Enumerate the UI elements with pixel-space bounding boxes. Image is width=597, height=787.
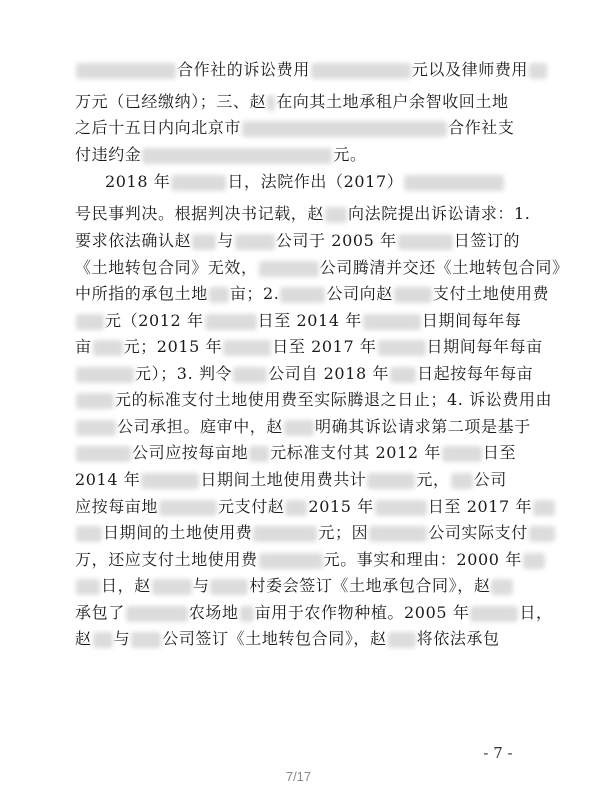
text-line — [75, 390, 553, 410]
text-segment: 要求依法确认赵 — [75, 231, 192, 250]
text-segment: 日，赵 — [101, 576, 151, 595]
text-segment: 亩；2. — [229, 284, 280, 303]
text-segment: 2014 年 — [75, 470, 141, 489]
text-line — [75, 258, 569, 278]
redaction-block — [451, 473, 473, 489]
text-segment: 元支付赵 — [218, 497, 285, 516]
text-segment: 元；2015 年 — [123, 337, 223, 356]
redaction-block — [76, 367, 134, 383]
text-segment: 2018 年 — [105, 172, 171, 191]
text-line — [75, 576, 535, 596]
redaction-block — [325, 207, 347, 223]
text-segment: 日签订的 — [453, 231, 521, 250]
text-line — [75, 231, 535, 251]
text-segment: 日期间的土地使用费 — [103, 523, 253, 542]
redaction-block — [76, 393, 114, 409]
text-segment: 《土地转包合同》无效， — [75, 258, 258, 277]
text-segment: 日期间每年每 — [421, 311, 522, 330]
redaction-block — [378, 340, 426, 356]
redaction-block — [142, 148, 332, 164]
text-segment: 日期间土地使用费共计 — [200, 470, 367, 489]
redaction-block — [253, 526, 317, 542]
text-line — [75, 60, 535, 80]
text-segment: 元以及律师费用 — [411, 60, 529, 79]
text-line — [75, 92, 535, 112]
redaction-block — [375, 500, 427, 516]
text-segment: 元）；3. 判令 — [135, 364, 233, 383]
text-line — [75, 364, 535, 384]
text-segment: 元， — [416, 470, 450, 489]
redaction-block — [285, 500, 307, 516]
text-segment: 公司 — [473, 470, 507, 489]
text-segment: 明确其诉讼请求第二项是基于 — [315, 417, 531, 436]
text-segment: 公司实际支付 — [428, 523, 528, 542]
redaction-block — [388, 632, 416, 648]
text-line — [75, 204, 535, 224]
redaction-block — [529, 526, 555, 542]
text-segment: 公司于 2005 年 — [275, 231, 397, 250]
text-segment: 公司应按每亩地 — [132, 443, 249, 462]
text-segment: 公司腾清并交还《土地转包合同》 — [319, 258, 569, 277]
text-segment: 农场地 — [188, 603, 239, 622]
text-segment: 赵 — [75, 629, 92, 648]
redaction-block — [76, 446, 131, 462]
redaction-block — [259, 261, 319, 277]
text-segment: 公司自 2018 年 — [268, 364, 390, 383]
redaction-block — [259, 553, 323, 569]
text-line — [75, 118, 535, 138]
redaction-block — [210, 579, 248, 595]
text-line — [75, 629, 535, 649]
redaction-block — [76, 63, 176, 79]
text-segment: 公司签订《土地转包合同》，赵 — [162, 629, 387, 648]
text-line — [75, 523, 535, 543]
redaction-block — [470, 606, 518, 622]
text-segment: 中所指的承包土地 — [75, 284, 208, 303]
redaction-block — [404, 175, 504, 191]
redaction-block — [76, 420, 116, 436]
redaction-block — [398, 234, 453, 250]
text-segment: 支付土地使用费 — [432, 284, 550, 303]
text-segment: 日至 2017 年 — [272, 337, 377, 356]
redaction-block — [93, 632, 113, 648]
redaction-block — [235, 234, 275, 250]
text-segment: 与 — [192, 576, 210, 595]
redaction-block — [76, 526, 102, 542]
text-segment: 亩用于农作物种植。2005 年 — [254, 603, 470, 622]
text-segment: 合作社支 — [448, 118, 515, 137]
text-segment: 元的标准支付土地使用费至实际腾退之日止；4. 诉讼费用由 — [115, 390, 553, 409]
text-segment: 亩 — [75, 337, 92, 356]
text-segment: 合作社的诉讼费用 — [177, 60, 310, 79]
text-segment: 公司向赵 — [326, 284, 393, 303]
redaction-block — [394, 287, 432, 303]
text-line — [75, 284, 550, 304]
text-segment: 日起按每年每亩 — [417, 364, 534, 383]
redaction-block — [369, 526, 427, 542]
redaction-block — [205, 314, 257, 330]
text-segment: 付违约金 — [75, 145, 142, 164]
redaction-block — [159, 500, 217, 516]
redaction-block — [93, 340, 123, 356]
text-line — [75, 172, 565, 192]
text-segment: 元；因 — [318, 523, 369, 542]
text-segment: 元。事实和理由：2000 年 — [323, 550, 522, 569]
redaction-block — [233, 367, 267, 383]
text-segment: 应按每亩地 — [75, 497, 159, 516]
redaction-block — [141, 473, 199, 489]
redaction-block — [267, 95, 275, 111]
text-segment: 日至 2014 年 — [257, 311, 362, 330]
text-segment: 日至 — [482, 443, 517, 462]
redaction-block — [171, 175, 226, 191]
redaction-block — [363, 314, 421, 330]
redaction-block — [126, 606, 188, 622]
redaction-block — [442, 446, 482, 462]
text-segment: 万，还应支付土地使用费 — [75, 550, 258, 569]
redaction-block — [223, 340, 271, 356]
text-segment: 公司承担。庭审中，赵 — [117, 417, 284, 436]
text-segment: 日至 2017 年 — [427, 497, 533, 516]
redaction-block — [390, 367, 416, 383]
text-segment: 承包了 — [75, 603, 125, 622]
text-segment: 之后十五日内向北京市 — [75, 118, 242, 137]
redaction-block — [76, 579, 100, 595]
redaction-block — [533, 500, 555, 516]
text-segment: 村委会签订《土地承包合同》，赵 — [249, 576, 491, 595]
text-segment: 在向其土地承租户余智收回土地 — [276, 92, 509, 111]
redaction-block — [242, 121, 447, 137]
redaction-block — [209, 287, 229, 303]
page-number: - 7 - — [483, 744, 513, 762]
text-segment: 与 — [217, 231, 234, 250]
redaction-block — [491, 579, 513, 595]
text-segment: 2015 年 — [308, 497, 374, 516]
text-line — [75, 550, 535, 570]
redaction-block — [192, 234, 216, 250]
text-segment: 万元（已经缴纳）；三、赵 — [75, 92, 267, 111]
redaction-block — [523, 553, 545, 569]
redaction-block — [76, 314, 104, 330]
redaction-block — [249, 446, 269, 462]
redaction-block — [280, 287, 325, 303]
text-segment: 与 — [113, 629, 131, 648]
redaction-block — [529, 63, 547, 79]
text-line — [75, 337, 543, 357]
text-segment: 日， — [519, 603, 553, 622]
redaction-block — [152, 579, 192, 595]
text-segment: 元（2012 年 — [105, 311, 204, 330]
text-line — [75, 497, 535, 517]
text-line — [75, 603, 553, 623]
text-line — [75, 443, 535, 463]
text-segment: 日，法院作出（2017） — [227, 172, 404, 191]
text-line — [75, 417, 535, 437]
page-indicator: 7/17 — [285, 769, 312, 784]
text-segment: 向法院提出诉讼请求：1. — [348, 204, 531, 223]
text-line — [75, 145, 535, 165]
text-segment: 号民事判决。根据判决书记载，赵 — [75, 204, 325, 223]
redaction-block — [311, 63, 411, 79]
redaction-block — [240, 606, 254, 622]
redaction-block — [131, 632, 161, 648]
text-line — [75, 470, 535, 490]
text-segment: 元。 — [333, 145, 367, 164]
redaction-block — [284, 420, 314, 436]
text-segment: 将依法承包 — [416, 629, 500, 648]
redaction-block — [367, 473, 415, 489]
text-segment: 日期间每年每亩 — [426, 337, 543, 356]
text-line — [75, 311, 535, 331]
text-segment: 元标准支付其 2012 年 — [270, 443, 441, 462]
